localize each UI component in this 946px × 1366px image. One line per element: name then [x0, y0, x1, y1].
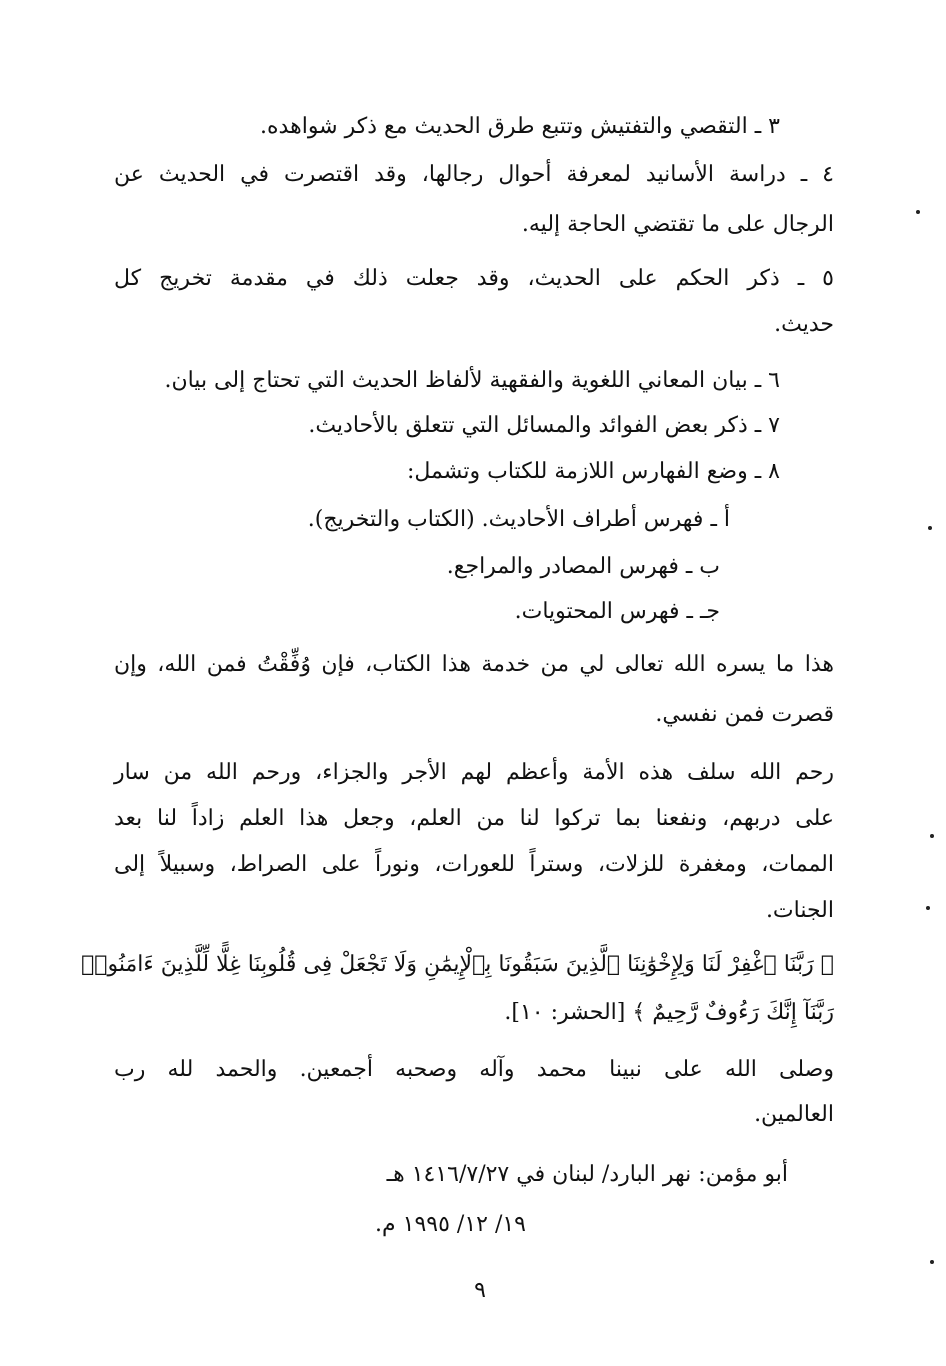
sub-item-a: أ ـ فهرس أطراف الأحاديث. (الكتاب والتخريج). [307, 507, 730, 532]
sub-item-b: ب ـ فهرس المصادر والمراجع. [446, 554, 720, 579]
list-item-7: ٧ ـ ذكر بعض الفوائد والمسائل التي تتعلق بالأحاديث. [308, 413, 780, 438]
signature-line-1: أبو مؤمن: نهر البارد/ لبنان في ١٤١٦/٧/٢٧ هـ [386, 1162, 788, 1187]
paragraph-2-line-2: على دربهم، ونفعنا بما تركوا لنا من العلم، وجعل هذا العلم زاداً لنا بعد [114, 806, 834, 831]
paragraph-2-line-3: الممات، ومغفرة للزلات، وستراً للعورات، ونوراً على الصراط، وسبيلاً إلى [114, 852, 834, 877]
list-item-5-line-1: ٥ ـ ذكر الحكم على الحديث، وقد جعلت ذلك في مقدمة تخريج كل [114, 266, 834, 291]
list-item-8: ٨ ـ وضع الفهارس اللازمة للكتاب وتشمل: [406, 459, 780, 484]
margin-mark [930, 834, 934, 838]
margin-mark [916, 210, 920, 214]
page-number: ٩ [474, 1278, 486, 1303]
list-item-3: ٣ ـ التقصي والتفتيش وتتبع طرق الحديث مع ذكر شواهده. [260, 114, 780, 139]
margin-mark [928, 526, 932, 530]
paragraph-1-line-2: قصرت فمن نفسي. [655, 702, 834, 727]
sub-item-c: جـ ـ فهرس المحتويات. [514, 599, 720, 624]
margin-mark [930, 1260, 934, 1264]
list-item-4-line-2: الرجال على ما تقتضي الحاجة إليه. [521, 212, 834, 237]
margin-mark [926, 906, 930, 910]
signature-date-line: ١٩/ ١٢/ ١٩٩٥ م. [375, 1212, 526, 1237]
paragraph-2-line-1: رحم الله سلف هذه الأمة وأعظم لهم الأجر والجزاء، ورحم الله من سار [114, 760, 834, 785]
paragraph-2-line-4: الجنات. [765, 898, 834, 923]
quran-verse-line-2: رَبَّنَآ إِنَّكَ رَءُوفٌ رَّحِيمٌ ﴾ [الحشر: ١٠]. [504, 1000, 834, 1025]
list-item-6: ٦ ـ بيان المعاني اللغوية والفقهية لألفاظ الحديث التي تحتاج إلى بيان. [164, 368, 780, 393]
paragraph-3-line-1: وصلى الله على نبينا محمد وآله وصحبه أجمعين. والحمد لله رب [114, 1057, 834, 1082]
paragraph-1-line-1: هذا ما يسره الله تعالى لي من خدمة هذا الكتاب، فإن وُفِّقْتُ فمن الله، وإن [114, 652, 834, 677]
list-item-5-line-2: حديث. [774, 312, 834, 337]
quran-verse-line-1: ﴿ رَبَّنَا ٱغْفِرْ لَنَا وَلِإِخْوَٰنِنَا ٱلَّذِينَ سَبَقُونَا بِٱلْإِيمَٰنِ وَلَا تَجْعَلْ فِى قُلُوبِنَا غِلًّا لِّلَّذِينَ ءَامَنُوا۟ [81, 952, 834, 977]
list-item-4-line-1: ٤ ـ دراسة الأسانيد لمعرفة أحوال رجالها، وقد اقتصرت في الحديث عن [114, 162, 834, 187]
paragraph-3-line-2: العالمين. [754, 1102, 834, 1127]
